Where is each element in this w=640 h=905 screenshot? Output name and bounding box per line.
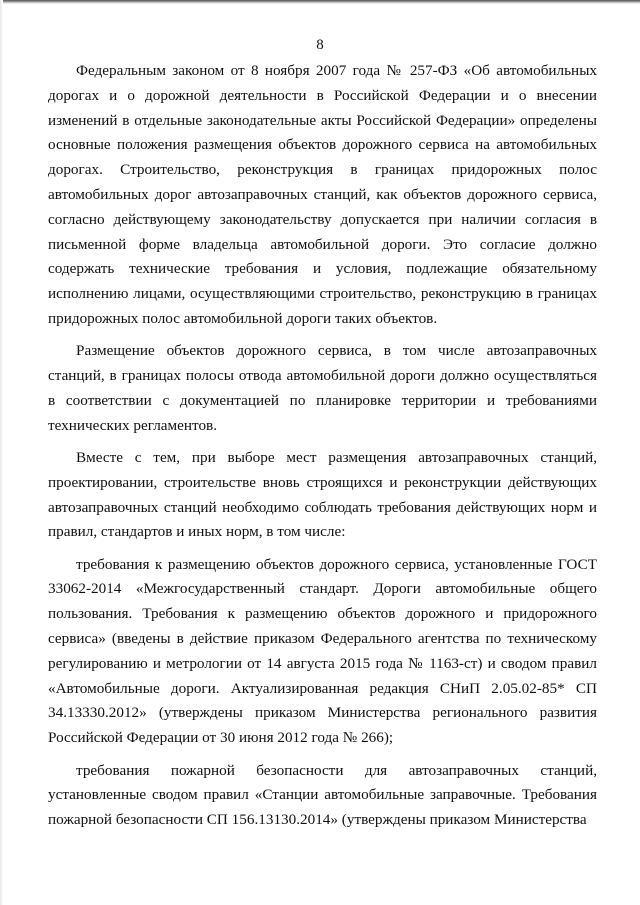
paragraph-gost-requirements: требования к размещению объектов дорожного сервиса, установленные ГОСТ 33062-2014 «Межгосударственный стандарт. Дороги автомобильные общего пользования. Требования к размещению объектов дорожного и придорожного сервиса» (введены в действие приказом Федерального агентства по техническому регулированию и метрологии от 14 августа 2015 года № 1163-ст) и сводом правил «Автомобильные дороги. Актуализированная редакция СНиП 2.05.02-85* СП 34.13330.2012» (утверждены приказом Министерства регионального развития Российской Федерации от 30 июня 2012 года № 266); (48, 555, 597, 747)
document-body (48, 59, 597, 833)
scan-left-edge (0, 0, 3, 905)
paragraph-station-requirements: Вместе с тем, при выборе мест размещения автозаправочных станций, проектировании, строительстве вновь строящихся и реконструкции действующих автозаправочных станций необходимо соблюдать требования действующих норм и правил, стандартов и иных норм, в том числе: (48, 448, 597, 541)
page-number: 8 (316, 37, 324, 53)
scan-top-edge (0, 0, 640, 4)
paragraph-fire-safety: требования пожарной безопасности для автозаправочных станций, установленные сводом правил «Станции автомобильные заправочные. Требования пожарной безопасности СП 156.13130.2014» (утверждены приказом Министерства (48, 761, 597, 829)
paragraph-road-service-placement: Размещение объектов дорожного сервиса, в том числе автозаправочных станций, в границах полосы отвода автомобильной дороги должно осуществляться в соответствии с документацией по планировке территории и требованиями технических регламентов. (48, 342, 597, 434)
paragraph-federal-law: Федеральным законом от 8 ноября 2007 года № 257-ФЗ «Об автомобильных дорогах и о дорожной деятельности в Российской Федерации и о внесении изменений в отдельные законодательные акты Российской Федерации» определены основные положения размещения объектов дорожного сервиса на автомобильных дорогах. Строительство, реконструкция в границах придорожных полос автомобильных дорог автозаправочных станций, как объектов дорожного сервиса, согласно действующему законодательству допускается при наличии согласия в письменной форме владельца автомобильной дороги. Это согласие должно содержать технические требования и условия, подлежащие обязательному исполнению лицами, осуществляющими строительство, реконструкцию в границах придорожных полос автомобильной дороги таких объектов. (48, 62, 597, 327)
